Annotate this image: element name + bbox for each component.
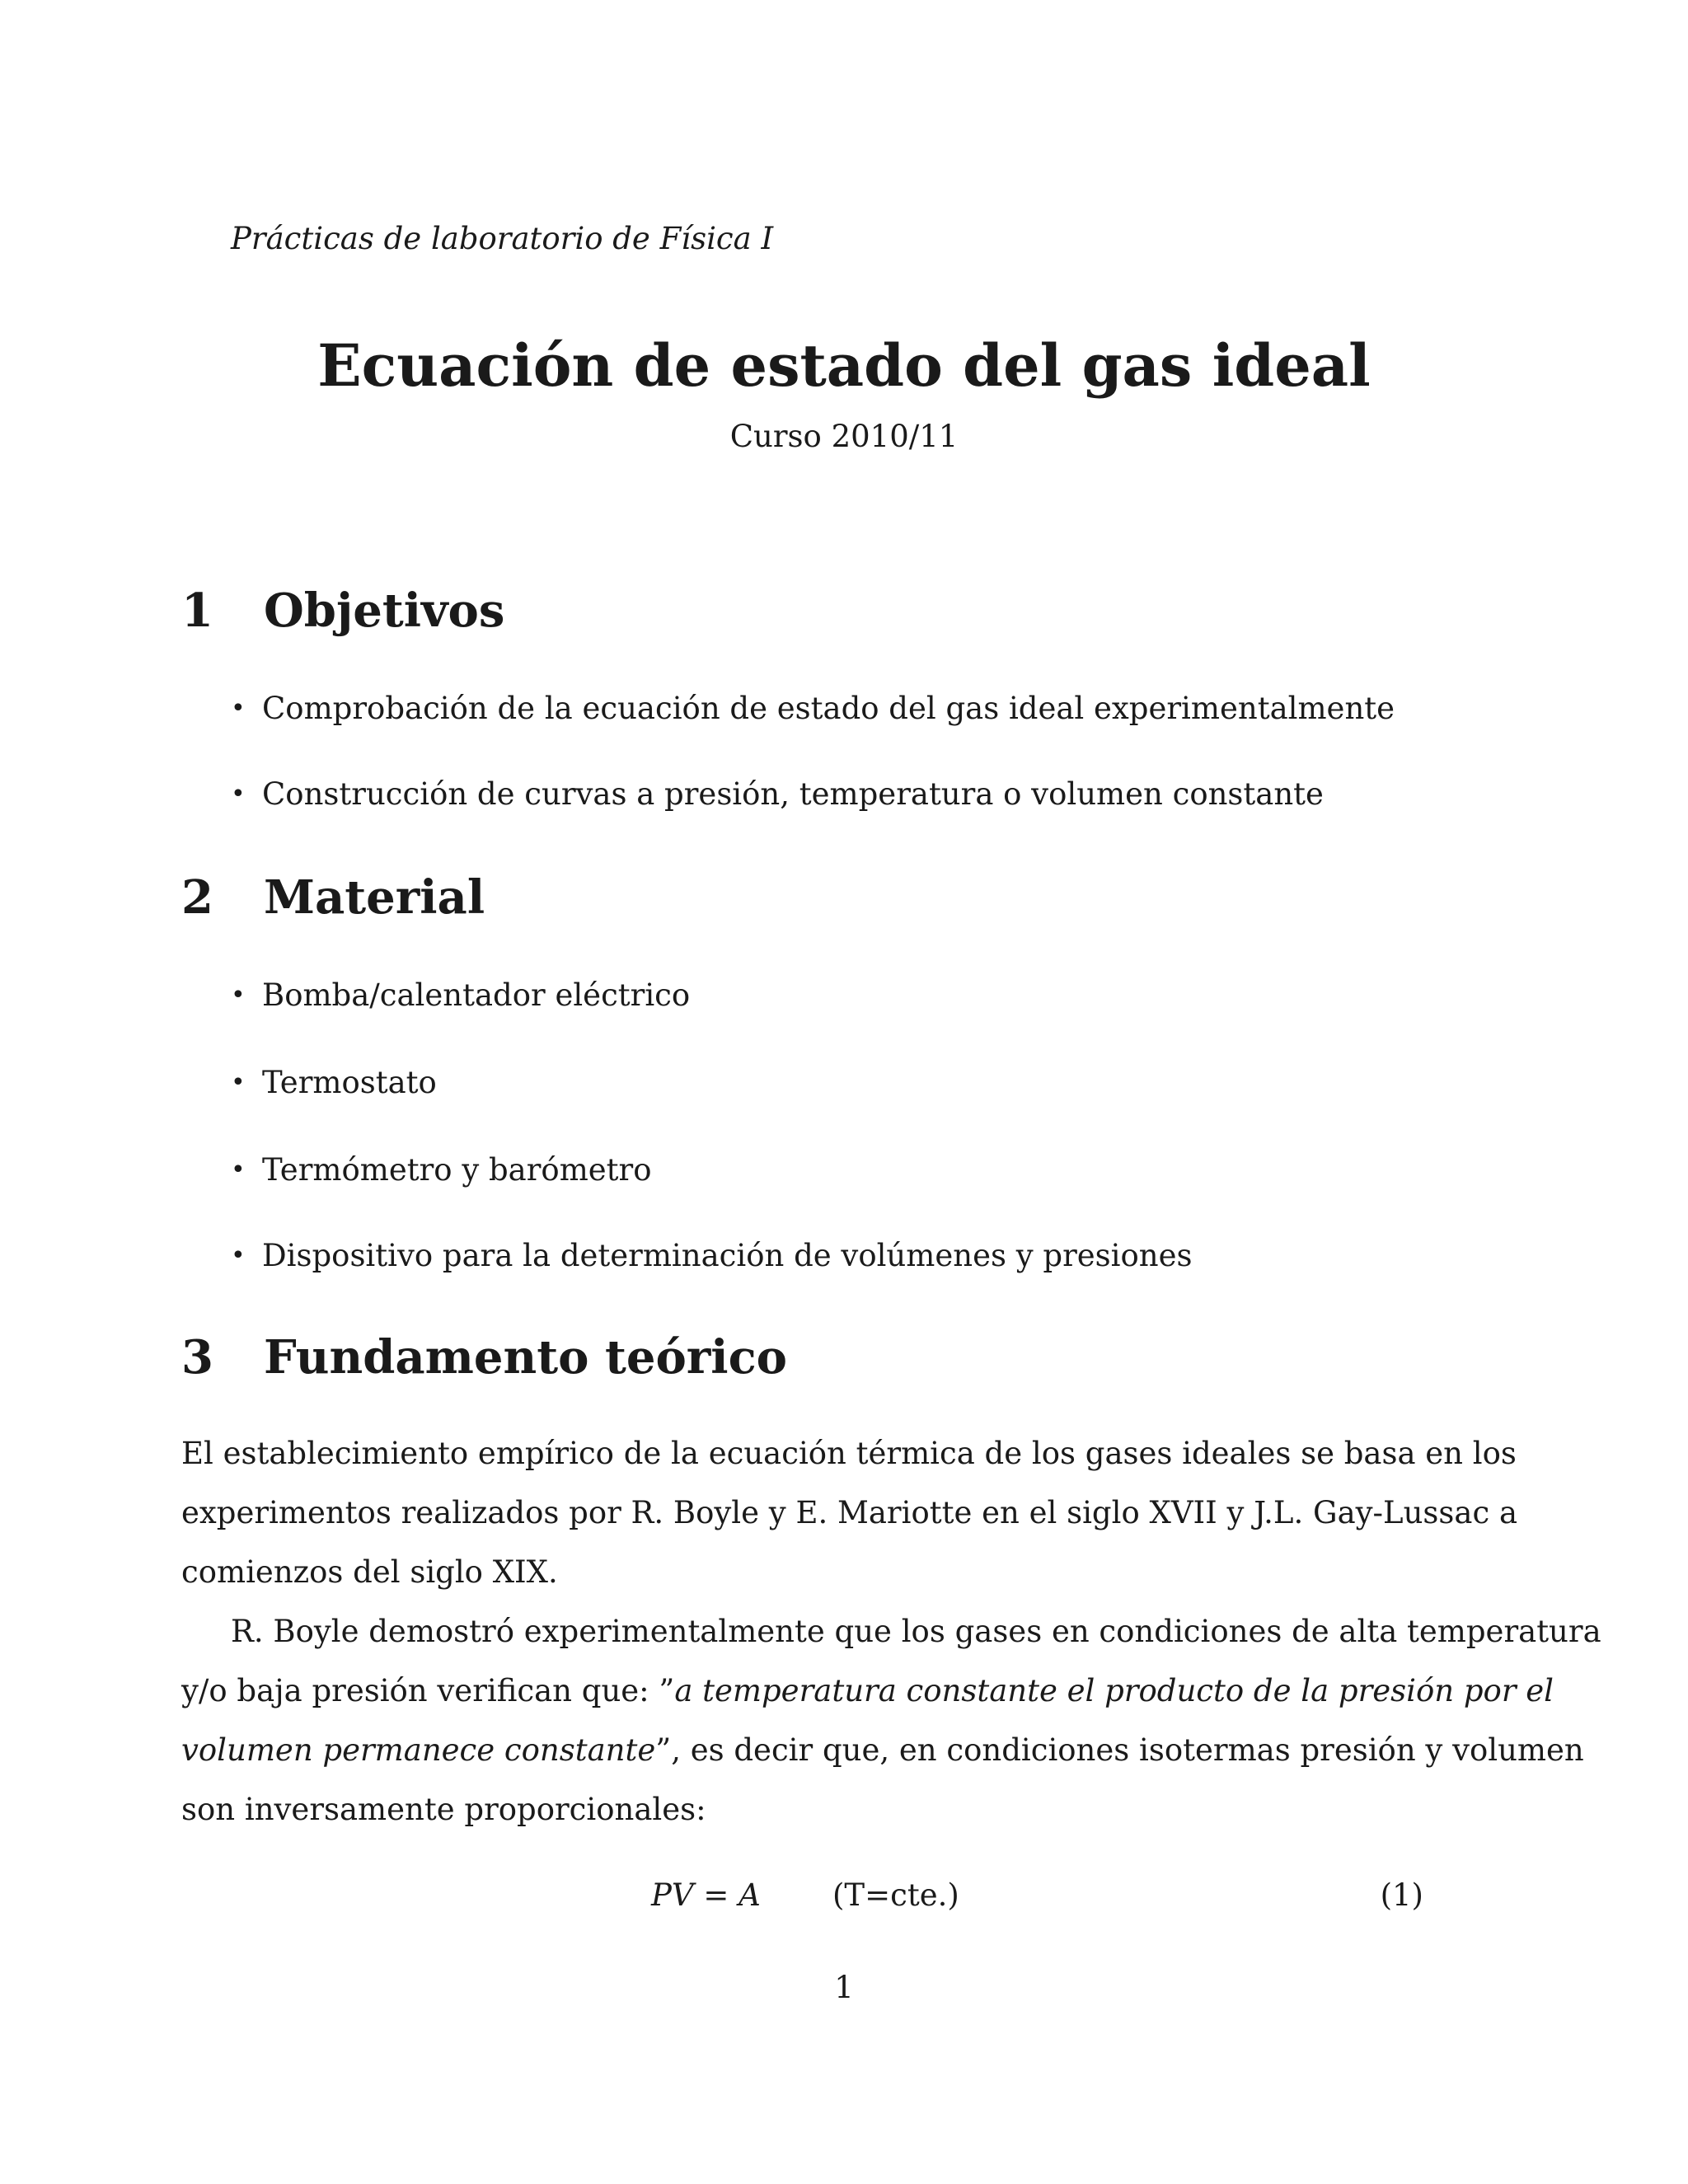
equation-lhs: PV = A xyxy=(651,1877,761,1913)
section-title: Material xyxy=(264,870,485,925)
list-item: • Bomba/calentador eléctrico xyxy=(231,977,691,1013)
section-title: Fundamento teórico xyxy=(264,1330,788,1385)
bullet-icon: • xyxy=(231,694,246,723)
running-header: Prácticas de laboratorio de Física I xyxy=(231,221,774,256)
list-item: • Dispositivo para la determinación de volúmenes y presiones xyxy=(231,1238,1193,1273)
section-heading-material xyxy=(181,870,485,925)
bullet-icon: • xyxy=(231,1155,246,1184)
list-item: • Termostato xyxy=(231,1065,437,1100)
document-title: Ecuación de estado del gas ideal xyxy=(317,331,1371,400)
section-number: 3 xyxy=(181,1330,213,1385)
bullet-icon: • xyxy=(231,981,246,1010)
section-number: 2 xyxy=(181,870,213,925)
section-title: Objetivos xyxy=(264,583,505,638)
section-number: 1 xyxy=(181,583,213,638)
list-item: • Termómetro y barómetro xyxy=(231,1152,652,1188)
paragraph: El establecimiento empírico de la ecuación térmica de los gases ideales se basa en los experimentos realizados por R. Boyle y E. Mariotte en el siglo XVII y J.L. Gay-Lussac a comienzos del siglo XIX. R. Boyle demostró experimentalmente que los gases en condiciones de alta temperatura y/o baja presión verifican que: ”a temperatura constante el producto de la presión por el volumen permanece constante”, es decir que, en condiciones isotermas presión y volumen son inversamente proporcionales: xyxy=(181,1436,1601,1827)
document-subtitle: Curso 2010/11 xyxy=(729,419,959,454)
list-item: • Construcción de curvas a presión, temperatura o volumen constante xyxy=(231,776,1324,812)
page-number: 1 xyxy=(834,1970,854,2005)
list-item: • Comprobación de la ecuación de estado del gas ideal experimentalmente xyxy=(231,691,1395,726)
section-heading-fundamento xyxy=(181,1330,787,1385)
bullet-icon: • xyxy=(231,1241,246,1270)
bullet-icon: • xyxy=(231,780,246,808)
equation-number: (1) xyxy=(1380,1877,1423,1913)
bullet-icon: • xyxy=(231,1068,246,1097)
section-heading-objetivos xyxy=(181,583,504,638)
equation-condition: (T=cte.) xyxy=(832,1877,959,1913)
